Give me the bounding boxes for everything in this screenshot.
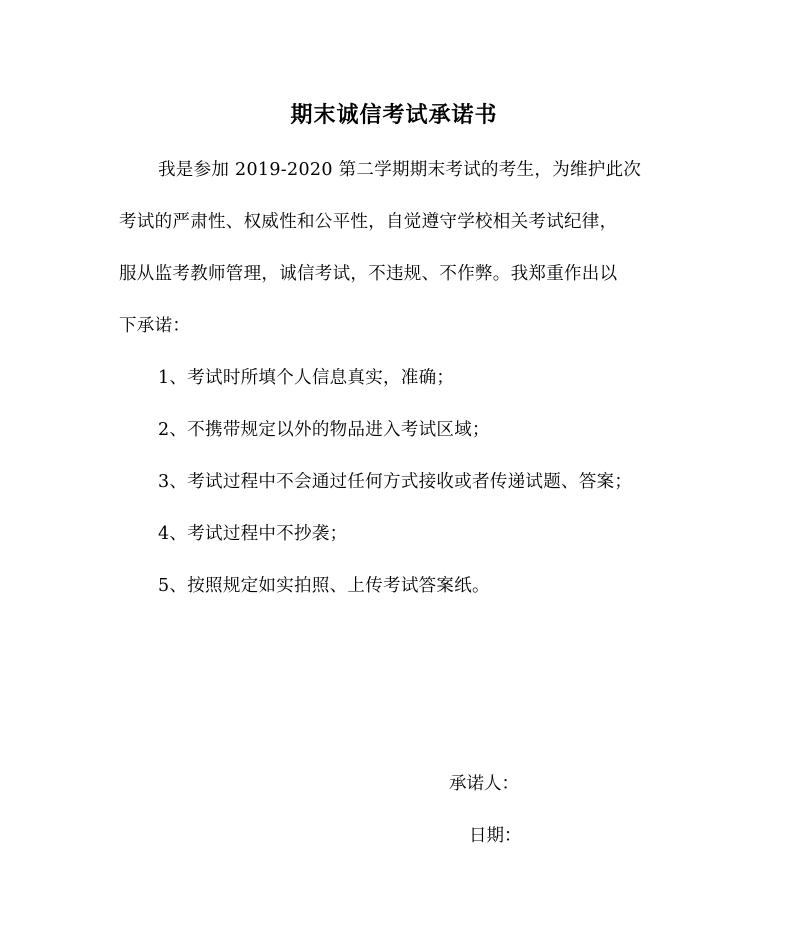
document-title: 期末诚信考试承诺书 bbox=[290, 102, 498, 128]
paragraph-line-3: 服从监考教师管理，诚信考试，不违规、不作弊。我郑重作出以 bbox=[119, 264, 618, 284]
paragraph-line-1: 我是参加 2019-2020 第二学期期末考试的考生，为维护此次 bbox=[158, 160, 642, 180]
promise-item-2: 2、不携带规定以外的物品进入考试区域； bbox=[158, 420, 490, 440]
promise-item-5: 5、按照规定如实拍照、上传考试答案纸。 bbox=[158, 576, 490, 596]
promise-item-1: 1、考试时所填个人信息真实，准确； bbox=[158, 368, 455, 388]
paragraph-line-4: 下承诺： bbox=[119, 316, 191, 336]
promiser-label: 承诺人： bbox=[449, 774, 519, 794]
promise-item-3: 3、考试过程中不会通过任何方式接收或者传递试题、答案； bbox=[158, 472, 633, 492]
date-label: 日期： bbox=[469, 826, 522, 846]
promise-item-4: 4、考试过程中不抄袭； bbox=[158, 524, 348, 544]
paragraph-line-2: 考试的严肃性、权威性和公平性，自觉遵守学校相关考试纪律， bbox=[119, 212, 618, 232]
